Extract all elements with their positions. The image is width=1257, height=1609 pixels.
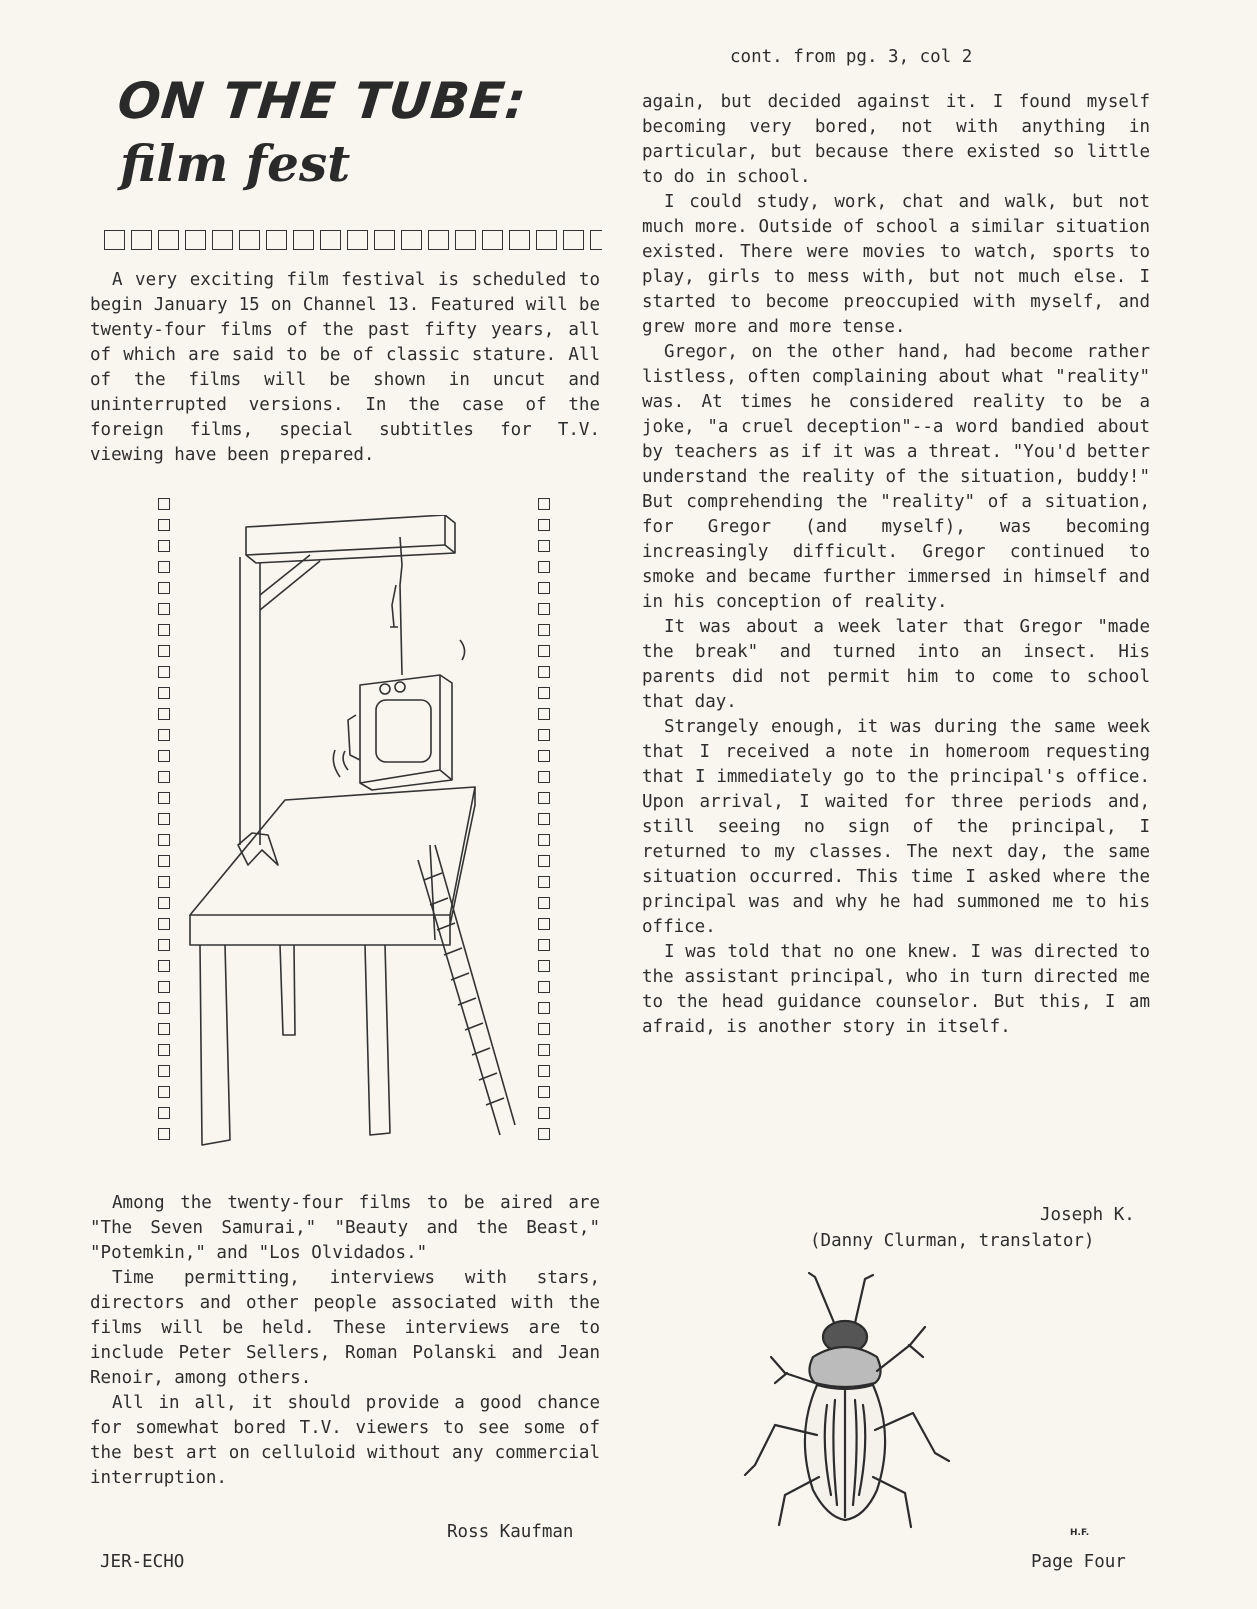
right-column-body — [642, 90, 1150, 1040]
right-paragraph-5: Strangely enough, it was during the same week that I received a note in homeroom requesting that I immediately go to the principal's office. Upon arrival, I waited for three periods and, still seeing no sign of the principal, I returned to my classes. The next day, the same situation occurred. This time I asked where the principal was and why he had summoned me to his office. — [642, 717, 1150, 937]
right-paragraph-2: I could study, work, chat and walk, but not much more. Outside of school a similar situation existed. There were movies to watch, sports to play, girls to mess with, but not much else. I started to become preoccupied with myself, and grew more and more tense. — [642, 192, 1150, 337]
page-number: Page Four — [1031, 1552, 1126, 1572]
byline-left: Ross Kaufman — [447, 1522, 574, 1542]
right-paragraph-4: It was about a week later that Gregor "made the break" and turned into an insect. His parents did not permit him to come to school that day. — [642, 617, 1150, 712]
translator-credit: (Danny Clurman, translator) — [810, 1231, 1095, 1251]
beetle-illustration — [735, 1265, 965, 1535]
article-headline: ON THE TUBE: — [114, 72, 530, 130]
intro-paragraph: A very exciting film festival is scheduled to begin January 15 on Channel 13. Featured will be twenty-four films of the past fifty years, all of which are said to be of classic stature. All of the films will be shown in uncut and uninterrupted versions. In the case of the foreign films, special subtitles for T.V. viewing have been prepared. — [90, 270, 600, 465]
left-paragraph-2: Time permitting, interviews with stars, directors and other people associated with the films will be held. These interviews are to include Peter Sellers, Roman Polanski and Jean Renoir, among others. — [90, 1268, 600, 1388]
gallows-tv-illustration — [180, 515, 525, 1175]
author-signature: Joseph K. — [1040, 1205, 1135, 1225]
decorative-box-row — [104, 230, 618, 252]
right-paragraph-3: Gregor, on the other hand, had become rather listless, often complaining about what "reality" was. At times he considered reality to be a joke, "a cruel deception"--a word bandied about by teachers as if it was a threat. "You'd better understand the reality of the situation, buddy!" But comprehending the "reality" of a situation, for Gregor (and myself), was becoming increasingly difficult. Gregor continued to smoke and became further immersed in himself and in his conception of reality. — [642, 342, 1150, 612]
article-subhead: film fest — [120, 134, 351, 193]
film-strip-right — [538, 498, 552, 1149]
artist-initials: H.F. — [1070, 1528, 1090, 1538]
continued-note: cont. from pg. 3, col 2 — [730, 47, 973, 67]
left-column-body — [90, 1191, 600, 1491]
right-paragraph-1: again, but decided against it. I found myself becoming very bored, not with anything in particular, but because there existed so little to do in school. — [642, 92, 1150, 187]
right-paragraph-6: I was told that no one knew. I was directed to the assistant principal, who in turn directed me to the head guidance counselor. But this, I am afraid, is another story in itself. — [642, 942, 1150, 1037]
left-paragraph-3: All in all, it should provide a good chance for somewhat bored T.V. viewers to see some of the best art on celluloid without any commercial interruption. — [90, 1393, 600, 1488]
left-column-intro — [90, 268, 600, 468]
film-strip-left — [158, 498, 172, 1149]
publication-name: JER-ECHO — [100, 1552, 185, 1572]
left-paragraph-1: Among the twenty-four films to be aired are "The Seven Samurai," "Beauty and the Beast," "Potemkin," and "Los Olvidados." — [90, 1193, 600, 1263]
